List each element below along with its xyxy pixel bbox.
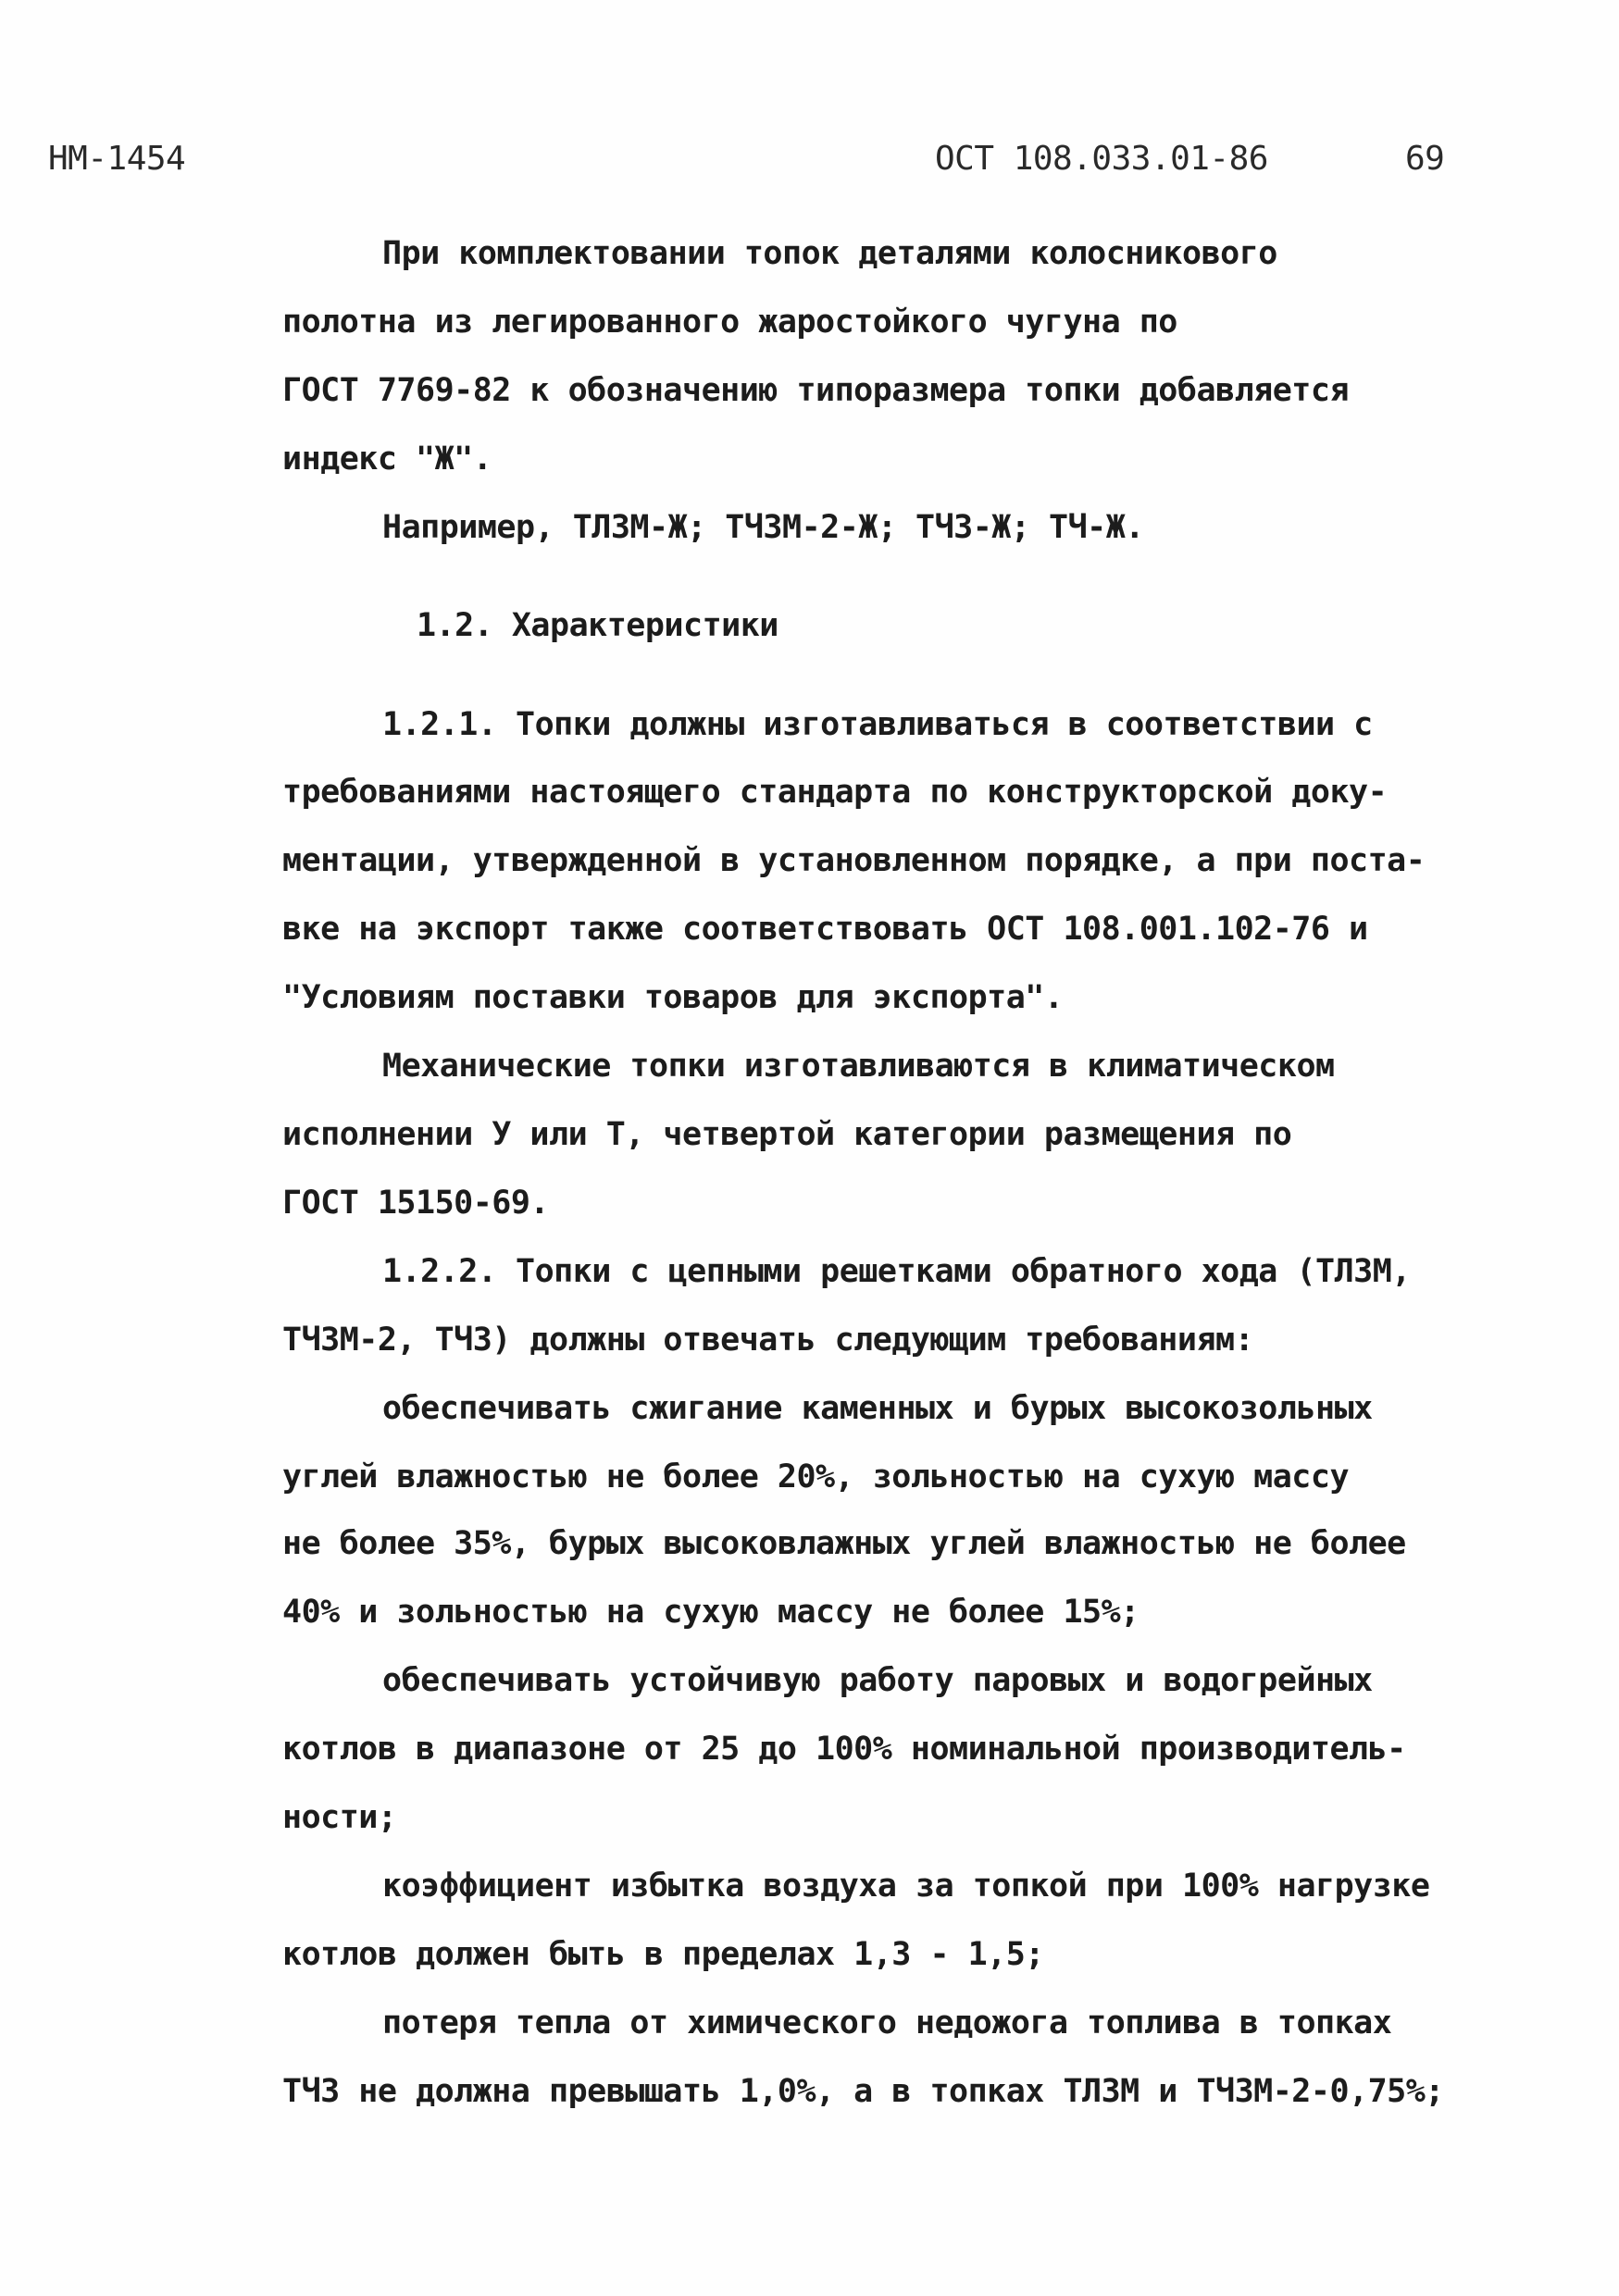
text-line: 1.2.1. Топки должны изготавливаться в соответствии с	[382, 706, 1373, 743]
text-line: котлов в диапазоне от 25 до 100% номинальной производитель-	[282, 1731, 1406, 1768]
text-line: ТЧЗ не должна превышать 1,0%, а в топках ТЛЗМ и ТЧЗМ-2-0,75%;	[282, 2073, 1444, 2110]
document-code: НМ-1454	[48, 140, 186, 178]
section-heading: 1.2. Характеристики	[417, 607, 778, 644]
text-line: коэффициент избытка воздуха за топкой при 100% нагрузке	[382, 1868, 1430, 1905]
text-line: 40% и зольностью на сухую массу не более 15%;	[282, 1594, 1140, 1631]
text-line: ГОСТ 7769-82 к обозначению типоразмера топки добавляется	[282, 372, 1350, 409]
text-line: Например, ТЛЗМ-Ж; ТЧЗМ-2-Ж; ТЧЗ-Ж; ТЧ-Ж.	[382, 509, 1144, 546]
text-line: не более 35%, бурых высоковлажных углей влажностью не более	[282, 1525, 1406, 1562]
text-line: полотна из легированного жаростойкого чугуна по	[282, 304, 1177, 341]
text-line: ТЧЗМ-2, ТЧЗ) должны отвечать следующим требованиям:	[282, 1322, 1254, 1359]
text-line: потеря тепла от химического недожога топлива в топках	[382, 2004, 1392, 2042]
text-line: ГОСТ 15150-69.	[282, 1185, 550, 1222]
text-line: Механические топки изготавливаются в климатическом	[382, 1048, 1335, 1085]
text-line: "Условиям поставки товаров для экспорта".	[282, 979, 1064, 1016]
text-line: 1.2.2. Топки с цепными решетками обратного хода (ТЛЗМ,	[382, 1253, 1411, 1290]
text-line: ности;	[282, 1799, 397, 1836]
text-line: обеспечивать устойчивую работу паровых и водогрейных	[382, 1662, 1373, 1699]
standard-number: ОСТ 108.033.01-86	[935, 140, 1268, 178]
text-line: углей влажностью не более 20%, зольностью на сухую массу	[282, 1458, 1350, 1496]
text-line: индекс "Ж".	[282, 441, 492, 478]
page-number: 69	[1405, 140, 1445, 178]
text-line: обеспечивать сжигание каменных и бурых высокозольных	[382, 1390, 1373, 1427]
text-line: вке на экспорт также соответствовать ОСТ 108.001.102-76 и	[282, 911, 1368, 948]
text-line: ментации, утвержденной в установленном порядке, а при поста-	[282, 842, 1426, 879]
text-line: котлов должен быть в пределах 1,3 - 1,5;	[282, 1936, 1044, 1973]
text-line: требованиями настоящего стандарта по конструкторской доку-	[282, 774, 1388, 811]
text-line: При комплектовании топок деталями колосникового	[382, 235, 1277, 272]
text-line: исполнении У или Т, четвертой категории размещения по	[282, 1116, 1292, 1153]
